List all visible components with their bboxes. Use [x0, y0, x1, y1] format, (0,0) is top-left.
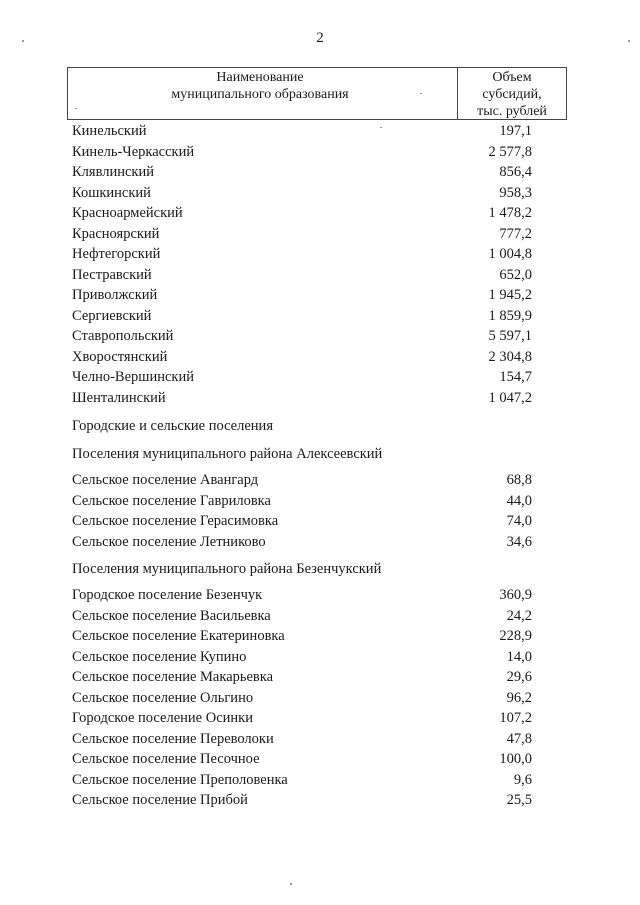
- scan-speck: [380, 127, 382, 128]
- table-row: [0, 306, 640, 326]
- subsidy-value: 154,7: [499, 369, 532, 385]
- subsidy-value: 47,8: [506, 731, 532, 747]
- subsidy-value: 228,9: [499, 628, 532, 644]
- subsidy-value: 24,2: [506, 608, 532, 624]
- municipality-name: Красноярский: [72, 226, 160, 242]
- municipality-name: Приволжский: [72, 287, 158, 303]
- municipality-name: Челно-Вершинский: [72, 369, 194, 385]
- scan-speck: [290, 883, 292, 885]
- subsidy-value: 1 478,2: [488, 205, 532, 221]
- municipality-name: Сельское поселение Авангард: [72, 472, 259, 488]
- table-row: [0, 367, 640, 387]
- subsidy-value: 1 859,9: [488, 308, 532, 324]
- subsidy-value: 1 945,2: [488, 287, 532, 303]
- municipality-name: Сельское поселение Преполовенка: [72, 772, 288, 788]
- subsidy-value: 197,1: [499, 123, 532, 139]
- subsidy-value: 360,9: [499, 587, 532, 603]
- table-row: [0, 121, 640, 141]
- subsidy-value: 25,5: [506, 792, 532, 808]
- table-row: [0, 708, 640, 728]
- municipality-name: Сельское поселение Екатериновка: [72, 628, 285, 644]
- subsidy-value: 9,6: [513, 772, 532, 788]
- municipality-name: Сельское поселение Макарьевка: [72, 669, 274, 685]
- subsidy-value: 74,0: [506, 513, 532, 529]
- municipality-name: Городское поселение Безенчук: [72, 587, 263, 603]
- table-row: [0, 770, 640, 790]
- table-row: [0, 326, 640, 346]
- municipality-name: Шенталинский: [72, 390, 166, 406]
- table-row: [0, 347, 640, 367]
- section-heading-urban-rural: Городские и сельские поселения: [72, 418, 273, 434]
- table-row: [0, 388, 640, 408]
- subsidy-value: 5 597,1: [488, 328, 532, 344]
- table-row: [0, 285, 640, 305]
- municipality-name: Клявлинский: [72, 164, 154, 180]
- subsidy-value: 856,4: [499, 164, 532, 180]
- municipality-name: Нефтегорский: [72, 246, 161, 262]
- scan-speck: [75, 108, 77, 109]
- header-name-column: Наименование муниципального образования: [171, 70, 349, 102]
- table-row: [0, 470, 640, 490]
- table-row: [0, 606, 640, 626]
- municipality-name: Пестравский: [72, 267, 152, 283]
- subsidy-value: 107,2: [499, 710, 532, 726]
- table-row: [0, 647, 640, 667]
- table-row: [0, 749, 640, 769]
- table-row: [0, 729, 640, 749]
- table-row: [0, 162, 640, 182]
- municipality-name: Сельское поселение Прибой: [72, 792, 248, 808]
- page-number: 2: [316, 30, 324, 46]
- table-row: [0, 532, 640, 552]
- scan-speck: [420, 93, 422, 94]
- municipality-name: Сельское поселение Герасимовка: [72, 513, 279, 529]
- subsidy-value: 652,0: [499, 267, 532, 283]
- table-row: [0, 142, 640, 162]
- table-row: [0, 183, 640, 203]
- subsidy-value: 100,0: [499, 751, 532, 767]
- municipality-name: Кинель-Черкасский: [72, 144, 195, 160]
- municipality-name: Кошкинский: [72, 185, 151, 201]
- municipality-name: Красноармейский: [72, 205, 183, 221]
- municipality-name: Сельское поселение Песочное: [72, 751, 260, 767]
- header-subsidy-column: Объем субсидий, тыс. рублей: [477, 70, 547, 119]
- table-row: [0, 224, 640, 244]
- table-row: [0, 511, 640, 531]
- municipality-name: Кинельский: [72, 123, 147, 139]
- subsidy-value: 1 047,2: [488, 390, 532, 406]
- municipality-name: Сергиевский: [72, 308, 152, 324]
- municipality-name: Ставропольский: [72, 328, 174, 344]
- table-row: [0, 491, 640, 511]
- table-row: [0, 688, 640, 708]
- table-row: [0, 203, 640, 223]
- section-heading-bezenchuksky: Поселения муниципального района Безенчукский: [72, 561, 382, 577]
- subsidy-value: 777,2: [499, 226, 532, 242]
- municipality-name: Сельское поселение Переволоки: [72, 731, 274, 747]
- scan-speck: [628, 40, 630, 42]
- subsidy-value: 96,2: [506, 690, 532, 706]
- table-row: [0, 265, 640, 285]
- section-heading-alekseevsky: Поселения муниципального района Алексеевский: [72, 446, 383, 462]
- municipality-name: Сельское поселение Гавриловка: [72, 493, 271, 509]
- municipality-name: Сельское поселение Васильевка: [72, 608, 271, 624]
- municipality-name: Сельское поселение Ольгино: [72, 690, 254, 706]
- table-row: [0, 790, 640, 810]
- subsidy-value: 29,6: [506, 669, 532, 685]
- table-row: [0, 244, 640, 264]
- subsidy-value: 44,0: [506, 493, 532, 509]
- table-row: [0, 626, 640, 646]
- municipality-name: Сельское поселение Купино: [72, 649, 247, 665]
- subsidy-value: 14,0: [506, 649, 532, 665]
- municipality-name: Городское поселение Осинки: [72, 710, 253, 726]
- subsidy-value: 1 004,8: [488, 246, 532, 262]
- municipality-name: Хворостянский: [72, 349, 168, 365]
- table-row: [0, 667, 640, 687]
- subsidy-value: 68,8: [506, 472, 532, 488]
- table-row: [0, 585, 640, 605]
- subsidy-value: 2 577,8: [488, 144, 532, 160]
- table-header-divider: [457, 67, 458, 120]
- scan-speck: [22, 40, 24, 42]
- subsidy-value: 2 304,8: [488, 349, 532, 365]
- subsidy-value: 958,3: [499, 185, 532, 201]
- municipality-name: Сельское поселение Летниково: [72, 534, 266, 550]
- subsidy-value: 34,6: [506, 534, 532, 550]
